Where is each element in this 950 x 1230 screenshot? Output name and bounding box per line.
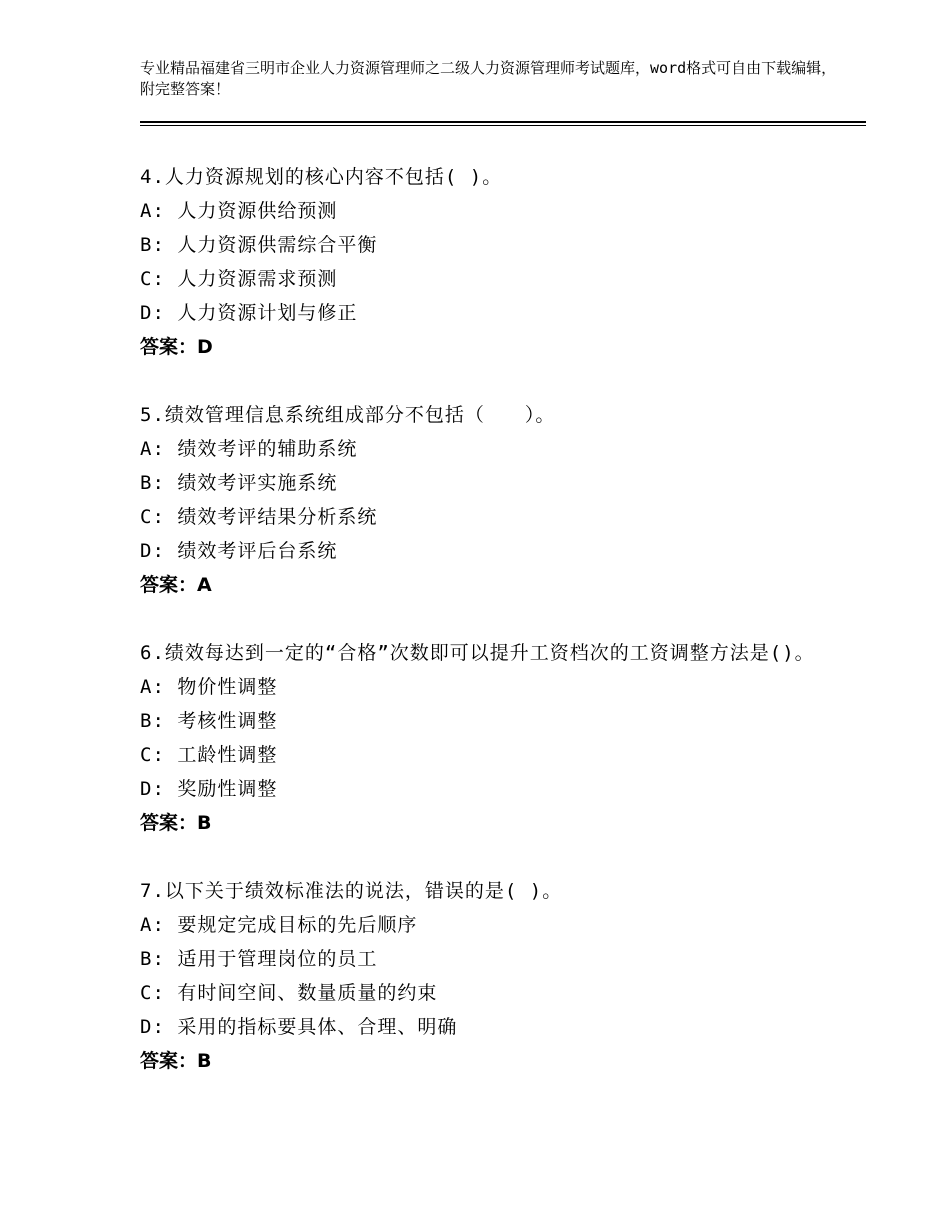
question-7 [140,874,840,1078]
answer-label: 答案：D [140,336,213,358]
header-divider-thin [140,125,866,126]
option-c: C: 有时间空间、数量质量的约束 [140,982,438,1004]
option-a: A: 要规定完成目标的先后顺序 [140,914,418,936]
option-d: D: 人力资源计划与修正 [140,302,358,324]
option-d: D: 奖励性调整 [140,778,278,800]
option-d: D: 采用的指标要具体、合理、明确 [140,1016,458,1038]
question-6 [140,636,840,840]
question-4 [140,160,840,364]
option-b: B: 考核性调整 [140,710,278,732]
question-stem: 6.绩效每达到一定的“合格”次数即可以提升工资档次的工资调整方法是()。 [140,642,815,664]
option-a: A: 物价性调整 [140,676,278,698]
question-stem: 4.人力资源规划的核心内容不包括( )。 [140,166,503,188]
option-a: A: 绩效考评的辅助系统 [140,438,358,460]
option-c: C: 绩效考评结果分析系统 [140,506,378,528]
answer-label: 答案：B [140,1050,212,1072]
option-c: C: 人力资源需求预测 [140,268,338,290]
question-5 [140,398,840,602]
option-c: C: 工龄性调整 [140,744,278,766]
answer-label: 答案：A [140,574,212,596]
answer-label: 答案：B [140,812,212,834]
option-b: B: 适用于管理岗位的员工 [140,948,378,970]
option-a: A: 人力资源供给预测 [140,200,338,222]
document-header: 专业精品福建省三明市企业人力资源管理师之二级人力资源管理师考试题库，word格式可自由下载编辑，附完整答案！ [140,59,837,98]
header-divider-thick [140,121,866,123]
option-b: B: 绩效考评实施系统 [140,472,338,494]
option-b: B: 人力资源供需综合平衡 [140,234,378,256]
option-d: D: 绩效考评后台系统 [140,540,338,562]
question-list [140,160,840,1112]
question-stem: 7.以下关于绩效标准法的说法，错误的是( )。 [140,880,563,902]
question-stem: 5.绩效管理信息系统组成部分不包括（ ）。 [140,404,556,426]
